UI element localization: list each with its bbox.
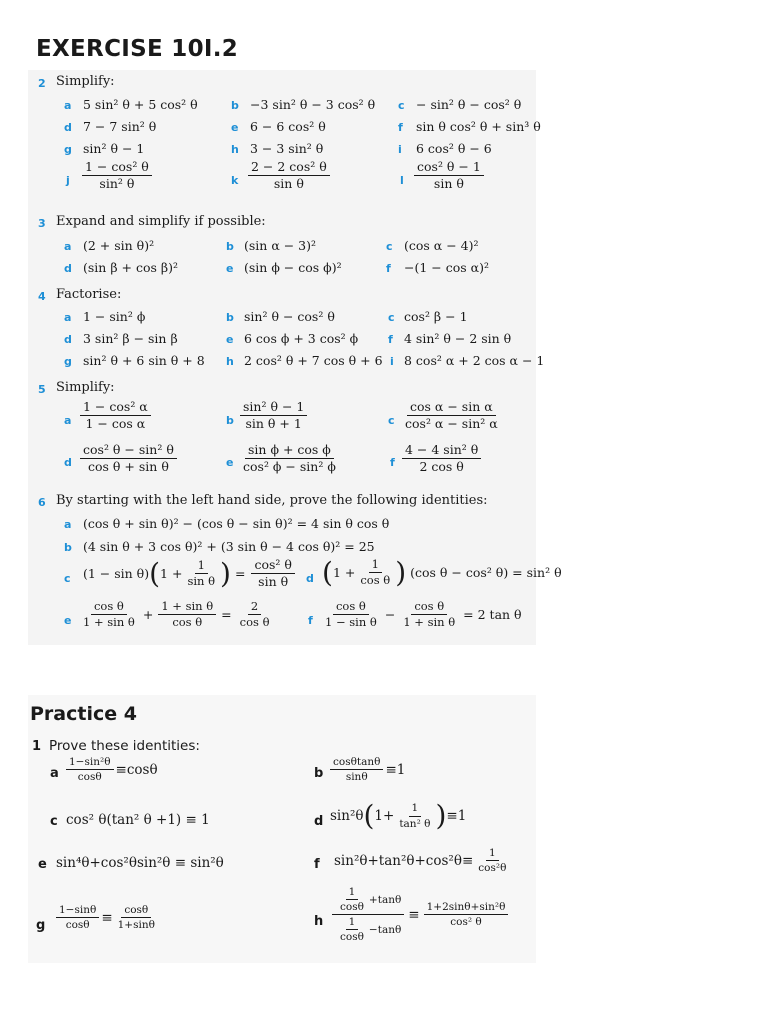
plus-term: 1 + — [160, 566, 183, 582]
item-label: a — [64, 99, 72, 112]
item-label: c — [388, 311, 395, 324]
item-label: j — [66, 174, 70, 187]
numerator: 1−sin²θ — [66, 756, 114, 770]
denominator: 1 + sin θ — [83, 615, 135, 630]
numerator: cos α − sin α — [407, 400, 496, 416]
numerator: 1 — [486, 847, 499, 861]
denominator: cos² α − sin² α — [405, 416, 498, 432]
expression: −3 sin² θ − 3 cos² θ — [250, 97, 376, 112]
denominator: sin² θ — [99, 176, 135, 192]
question-text: Prove these identities: — [49, 738, 200, 754]
item-label: e — [231, 121, 239, 134]
numerator: 4 − 4 sin² θ — [402, 443, 481, 459]
denominator: cos θ + sin θ — [88, 459, 169, 475]
question-number: 6 — [38, 496, 46, 509]
expression: 6 cos ϕ + 3 cos² ϕ — [244, 331, 359, 346]
item-label: d — [314, 814, 324, 829]
exercise-title: EXERCISE 10I.2 — [36, 36, 239, 62]
left-paren: ( — [363, 799, 375, 832]
expression: (4 sin θ + 3 cos θ)² + (3 sin θ − 4 cos θ)² = 25 — [83, 539, 375, 554]
denominator: cosθ — [77, 771, 102, 784]
expression: (cos θ + sin θ)² − (cos θ − sin θ)² = 4 sin θ cos θ — [83, 516, 390, 531]
item-label: f — [398, 121, 403, 134]
item-label: b — [226, 311, 234, 324]
identity-b — [328, 756, 405, 783]
numerator: cos θ — [333, 600, 369, 615]
right-paren: ) — [220, 556, 231, 590]
item-label: e — [64, 614, 72, 627]
fraction — [246, 160, 332, 192]
expression: sin θ cos² θ + sin³ θ — [416, 119, 541, 134]
rhs: = 2 tan θ — [463, 607, 522, 623]
equals: = — [221, 607, 232, 623]
lhs-factor: (1 − sin θ) — [83, 566, 150, 582]
numerator: 2 − 2 cos² θ — [248, 160, 330, 176]
item-label: i — [398, 143, 402, 156]
expression: 5 sin² θ + 5 cos² θ — [83, 97, 198, 112]
lhs: sin²θ+tan²θ+cos²θ≡ — [334, 852, 474, 869]
denominator: 2 cos θ — [419, 459, 464, 475]
item-label: g — [36, 918, 46, 933]
equals: = — [234, 566, 246, 582]
numerator: 1 — [409, 802, 422, 816]
identity-d — [322, 555, 562, 589]
item-label: e — [226, 333, 234, 346]
right-paren: ) — [435, 799, 447, 832]
identity-f — [320, 600, 522, 629]
fraction — [238, 400, 309, 432]
question-text: Simplify: — [56, 380, 115, 395]
item-label: f — [386, 262, 391, 275]
numerator: cos² θ − sin² θ — [80, 443, 177, 459]
denominator: cosθ — [340, 901, 364, 914]
expression: −(1 − cos α)² — [404, 260, 489, 275]
expression: cos² β − 1 — [404, 309, 468, 324]
denominator: sin θ — [273, 176, 304, 192]
expression: sin² θ − cos² θ — [244, 309, 335, 324]
expression: 6 cos² θ − 6 — [416, 141, 492, 156]
item-label: c — [50, 814, 58, 829]
plus-tan: +tanθ — [368, 893, 402, 906]
fraction — [400, 400, 503, 432]
question-text: By starting with the left hand side, prove the following identities: — [56, 493, 488, 508]
expression: sin² θ − 1 — [83, 141, 145, 156]
item-label: g — [64, 143, 72, 156]
item-label: f — [388, 333, 393, 346]
fraction — [78, 400, 153, 432]
rhs: (cos θ − cos² θ) = sin² θ — [410, 565, 562, 581]
identity-g — [54, 904, 160, 931]
denominator: 1+sinθ — [117, 919, 155, 932]
item-label: c — [388, 414, 395, 427]
item-label: c — [398, 99, 405, 112]
numerator: 1 — [346, 916, 359, 930]
question-text: Simplify: — [56, 74, 115, 89]
denominator: cosθ — [65, 919, 90, 932]
item-label: h — [231, 143, 239, 156]
item-label: c — [386, 240, 393, 253]
item-label: i — [390, 355, 394, 368]
numerator: 1+2sinθ+sin²θ — [424, 901, 509, 915]
denominator: 1 − cos α — [85, 416, 146, 432]
item-label: d — [64, 333, 72, 346]
denominator: cosθ — [340, 931, 364, 944]
numerator: cos² θ − 1 — [414, 160, 484, 176]
expression: 6 − 6 cos² θ — [250, 119, 326, 134]
expression: 3 − 3 sin² θ — [250, 141, 324, 156]
item-label: g — [64, 355, 72, 368]
denominator: sinθ — [345, 771, 368, 784]
fraction — [400, 443, 483, 475]
numerator: 1 − cos² θ — [82, 160, 152, 176]
item-label: d — [64, 121, 72, 134]
left-paren: ( — [149, 556, 161, 590]
expression: sin⁴θ+cos²θsin²θ ≡ sin²θ — [56, 855, 224, 871]
question-number: 5 — [38, 383, 46, 396]
item-label: b — [231, 99, 239, 112]
identity-f — [334, 847, 511, 874]
numerator: cosθ — [121, 904, 151, 918]
identity-h — [330, 886, 510, 943]
numerator: 1 − cos² α — [80, 400, 151, 416]
item-label: d — [64, 262, 72, 275]
fraction — [238, 443, 341, 475]
expression: (cos α − 4)² — [404, 238, 479, 253]
expression: 3 sin² β − sin β — [83, 331, 178, 346]
item-label: f — [308, 614, 313, 627]
expression: 4 sin² θ − 2 sin θ — [404, 331, 512, 346]
denominator: sin θ — [258, 574, 289, 590]
left-paren: ( — [322, 555, 333, 589]
question-number: 3 — [38, 217, 46, 230]
expression: sin² θ + 6 sin θ + 8 — [83, 353, 205, 368]
denominator: sin θ + 1 — [245, 416, 302, 432]
item-label: c — [64, 572, 71, 585]
numerator: 1 + sin θ — [158, 600, 216, 615]
numerator: cos θ — [91, 600, 127, 615]
item-label: e — [226, 262, 234, 275]
item-label: f — [314, 857, 320, 872]
numerator: sin ϕ + cos ϕ — [245, 443, 334, 459]
denominator: cos² ϕ − sin² ϕ — [243, 459, 336, 475]
numerator: cos² θ — [251, 558, 294, 574]
item-label: h — [314, 914, 324, 929]
item-label: b — [64, 541, 72, 554]
fraction — [78, 443, 179, 475]
expression: (sin ϕ − cos ϕ)² — [244, 260, 342, 275]
expression: (2 + sin θ)² — [83, 238, 155, 253]
expression: 8 cos² α + 2 cos α − 1 — [404, 353, 545, 368]
denominator: cos θ — [172, 615, 203, 630]
identity-d — [330, 799, 467, 832]
item-label: k — [231, 174, 239, 187]
denominator: sin θ — [433, 176, 464, 192]
expression: 1 − sin² ϕ — [83, 309, 146, 324]
item-label: h — [226, 355, 234, 368]
identity-a — [64, 756, 158, 783]
expression: cos² θ(tan² θ +1) ≡ 1 — [66, 812, 210, 828]
equiv: ≡ — [101, 909, 113, 926]
plus: + — [142, 607, 154, 623]
item-label: a — [64, 311, 72, 324]
sin-squared: sin²θ — [330, 808, 364, 824]
item-label: b — [226, 240, 234, 253]
denominator: sin θ — [187, 574, 216, 589]
minus-tan: −tanθ — [368, 923, 402, 936]
numerator: 1−sinθ — [56, 904, 99, 918]
right-paren: ) — [395, 555, 407, 589]
denominator: cos² θ — [450, 916, 482, 929]
numerator: 1 — [195, 559, 208, 574]
fraction — [412, 160, 486, 192]
numerator: 1 — [346, 886, 359, 900]
item-label: l — [400, 174, 404, 187]
numerator: 1 — [369, 558, 382, 573]
plus-term: 1+ — [374, 808, 395, 824]
rhs: ≡cosθ — [115, 761, 158, 778]
numerator: 2 — [248, 600, 261, 615]
denominator: cos²θ — [478, 862, 507, 875]
expression: (sin α − 3)² — [244, 238, 317, 253]
item-label: b — [226, 414, 234, 427]
numerator: cosθtanθ — [330, 756, 383, 770]
fraction — [80, 160, 154, 192]
denominator: tan² θ — [399, 817, 431, 830]
practice-title: Practice 4 — [30, 703, 137, 725]
denominator: cos θ — [360, 573, 391, 588]
question-number: 1 — [32, 739, 42, 754]
item-label: a — [64, 240, 72, 253]
identity-c — [83, 558, 297, 590]
question-number: 2 — [38, 77, 46, 90]
numerator: sin² θ − 1 — [240, 400, 307, 416]
question-text: Factorise: — [56, 287, 122, 302]
item-label: a — [50, 766, 59, 781]
minus: − — [384, 607, 396, 623]
item-label: a — [64, 518, 72, 531]
item-label: f — [390, 456, 395, 469]
item-label: a — [64, 414, 72, 427]
equiv: ≡ — [408, 906, 420, 923]
item-label: e — [226, 456, 234, 469]
expression: 7 − 7 sin² θ — [83, 119, 157, 134]
rhs: ≡1 — [385, 761, 406, 778]
compound-fraction — [332, 886, 404, 943]
identity-e — [78, 600, 275, 629]
expression: 2 cos² θ + 7 cos θ + 6 — [244, 353, 383, 368]
plus-term: 1 + — [332, 565, 356, 581]
denominator: 1 + sin θ — [403, 615, 456, 630]
question-number: 4 — [38, 290, 46, 303]
expression: (sin β + cos β)² — [83, 260, 178, 275]
question-text: Expand and simplify if possible: — [56, 214, 266, 229]
item-label: b — [314, 766, 324, 781]
item-label: d — [64, 456, 72, 469]
numerator: cos θ — [411, 600, 447, 615]
expression: − sin² θ − cos² θ — [416, 97, 522, 112]
item-label: d — [306, 572, 314, 585]
item-label: e — [38, 857, 47, 872]
denominator: cos θ — [239, 615, 270, 630]
rhs: ≡1 — [446, 808, 467, 824]
denominator: 1 − sin θ — [325, 615, 377, 630]
